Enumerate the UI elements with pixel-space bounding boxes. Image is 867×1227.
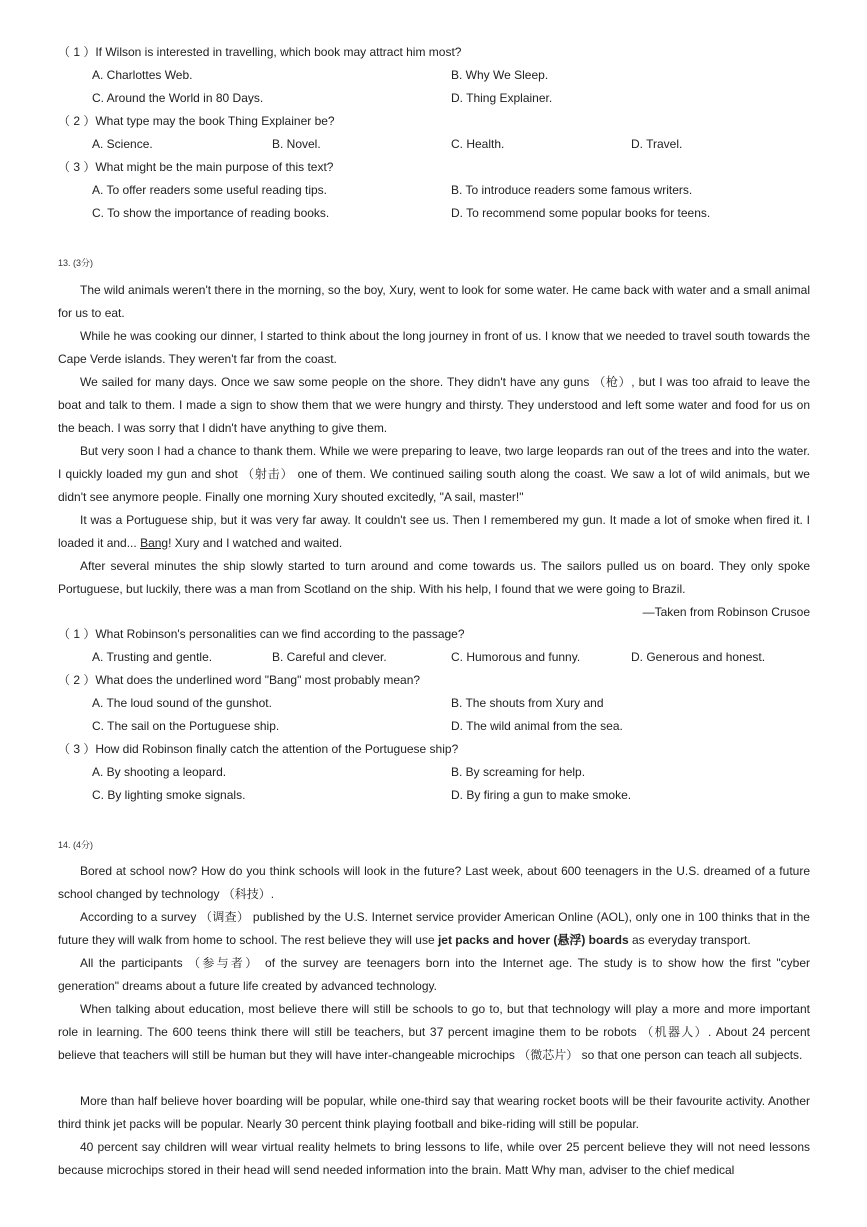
paragraph-text: ! Xury and I watched and waited.	[168, 536, 343, 550]
question-14-header: 14. (4分)	[58, 840, 94, 850]
question-stem: What does the underlined word "Bang" most probably mean?	[95, 673, 421, 687]
option-c[interactable]: C. Around the World in 80 Days.	[92, 91, 264, 105]
option-d[interactable]: D. By firing a gun to make smoke.	[451, 788, 632, 802]
bold-phrase: jet packs and hover (悬浮) boards	[437, 933, 629, 947]
passage-paragraph: All the participants （参与者） of the survey are teenagers born into the Internet age. The study is to show how the first "cyber generation" dreams about a future life created by advanced technology.	[58, 956, 810, 993]
question-12-2	[58, 113, 335, 129]
passage-paragraph: The wild animals weren't there in the morning, so the boy, Xury, went to look for some water. He came back with water and a small animal for us to eat.	[58, 283, 810, 320]
passage-paragraph: When talking about education, most believe there will still be schools to go to, but that technology will play a more and more important role in learning. The 600 teens think there will still be teachers, but 37 percent imagine them to be robots （机器人）. About 24 percent believe that teachers will still be human but they will have inter-changeable microchips （微芯片） so that one person can teach all subjects.	[58, 1002, 810, 1062]
option-c[interactable]: C. Humorous and funny.	[451, 650, 581, 664]
passage-source: —Taken from Robinson Crusoe	[642, 605, 810, 619]
passage-paragraph: But very soon I had a chance to thank them. While we were preparing to leave, two large leopards ran out of the trees and into the water. I quickly loaded my gun and shot （射击） one of them. We continued sailing south along the coast. We saw a lot of wild animals, but we didn't see anymore people. Finally one morning Xury shouted excitedly, "A sail, master!"	[58, 444, 810, 504]
question-stem: If Wilson is interested in travelling, which book may attract him most?	[95, 45, 462, 59]
passage-paragraph	[58, 906, 810, 952]
underlined-word: Bang	[140, 536, 169, 550]
option-d[interactable]: D. To recommend some popular books for teens.	[451, 206, 711, 220]
option-c[interactable]: C. To show the importance of reading books.	[92, 206, 330, 220]
question-stem: What Robinson's personalities can we find according to the passage?	[95, 627, 465, 641]
question-12-1	[58, 44, 461, 60]
option-b[interactable]: B. To introduce readers some famous writers.	[451, 183, 693, 197]
question-stem: What might be the main purpose of this text?	[95, 160, 334, 174]
question-13-3	[58, 741, 458, 757]
question-12-3	[58, 159, 333, 175]
question-number: （ 1 ）	[58, 627, 96, 641]
option-d[interactable]: D. The wild animal from the sea.	[451, 719, 623, 733]
question-13-1	[58, 626, 465, 642]
option-c[interactable]: C. The sail on the Portuguese ship.	[92, 719, 280, 733]
option-a[interactable]: A. Charlottes Web.	[92, 68, 193, 82]
option-a[interactable]: A. By shooting a leopard.	[92, 765, 227, 779]
passage-paragraph: After several minutes the ship slowly started to turn around and come towards us. The sailors pulled us on board. They only spoke Portuguese, but luckily, there was a man from Scotland on the ship. With his help, I found that we were going to Brazil.	[58, 559, 810, 596]
option-a[interactable]: A. The loud sound of the gunshot.	[92, 696, 272, 710]
question-number: （ 1 ）	[58, 45, 96, 59]
option-a[interactable]: A. Trusting and gentle.	[92, 650, 213, 664]
option-b[interactable]: B. By screaming for help.	[451, 765, 586, 779]
question-number: （ 3 ）	[58, 742, 96, 756]
option-d[interactable]: D. Thing Explainer.	[451, 91, 553, 105]
option-a[interactable]: A. Science.	[92, 137, 153, 151]
passage-paragraph: Bored at school now? How do you think schools will look in the future? Last week, about 600 teenagers in the U.S. dreamed of a future school changed by technology （科技）.	[58, 864, 810, 901]
passage-paragraph: We sailed for many days. Once we saw some people on the shore. They didn't have any guns （枪）, but I was too afraid to leave the boat and talk to them. I made a sign to show them that we were hungry and thirsty. They understood and left some water and food for us on the beach. I was sorry that I didn't have anything to give them.	[58, 375, 810, 435]
passage-paragraph	[58, 509, 810, 555]
option-b[interactable]: B. The shouts from Xury and	[451, 696, 604, 710]
question-number: （ 2 ）	[58, 114, 96, 128]
passage-paragraph: While he was cooking our dinner, I started to think about the long journey in front of us. I know that we needed to travel south towards the Cape Verde islands. They weren't far from the coast.	[58, 329, 810, 366]
passage-paragraph: More than half believe hover boarding will be popular, while one-third say that wearing rocket boots will be their favourite activity. Another third think jet packs will be popular. Nearly 30 percent think playing football and bike-riding will still be popular.	[58, 1094, 810, 1131]
option-a[interactable]: A. To offer readers some useful reading tips.	[92, 183, 328, 197]
passage-paragraph: 40 percent say children will wear virtual reality helmets to bring lessons to life, while over 25 percent believe they will not need lessons because microchips stored in their head will send needed information into the brain. Matt Why man, adviser to the chief medical	[58, 1140, 810, 1177]
option-c[interactable]: C. Health.	[451, 137, 505, 151]
question-13-2	[58, 672, 420, 688]
option-d[interactable]: D. Travel.	[631, 137, 683, 151]
option-b[interactable]: B. Novel.	[272, 137, 321, 151]
paragraph-text: as everyday transport.	[628, 933, 751, 947]
question-stem: What type may the book Thing Explainer be?	[95, 114, 335, 128]
option-b[interactable]: B. Careful and clever.	[272, 650, 387, 664]
paragraph-text: According to a survey （调查） published by the U.S. Internet service provider American Online (AOL), only one in 100 thinks that in the future they will walk from home to school. The rest believe they will use	[58, 910, 810, 947]
question-number: （ 3 ）	[58, 160, 96, 174]
paragraph-text: It was a Portuguese ship, but it was very far away. It couldn't see us. Then I remembered my gun. It made a lot of smoke when fired it. I loaded it and...	[58, 513, 810, 550]
question-number: （ 2 ）	[58, 673, 96, 687]
question-13-header: 13. (3分)	[58, 258, 94, 268]
question-stem: How did Robinson finally catch the attention of the Portuguese ship?	[95, 742, 459, 756]
option-b[interactable]: B. Why We Sleep.	[451, 68, 549, 82]
option-d[interactable]: D. Generous and honest.	[631, 650, 766, 664]
option-c[interactable]: C. By lighting smoke signals.	[92, 788, 246, 802]
